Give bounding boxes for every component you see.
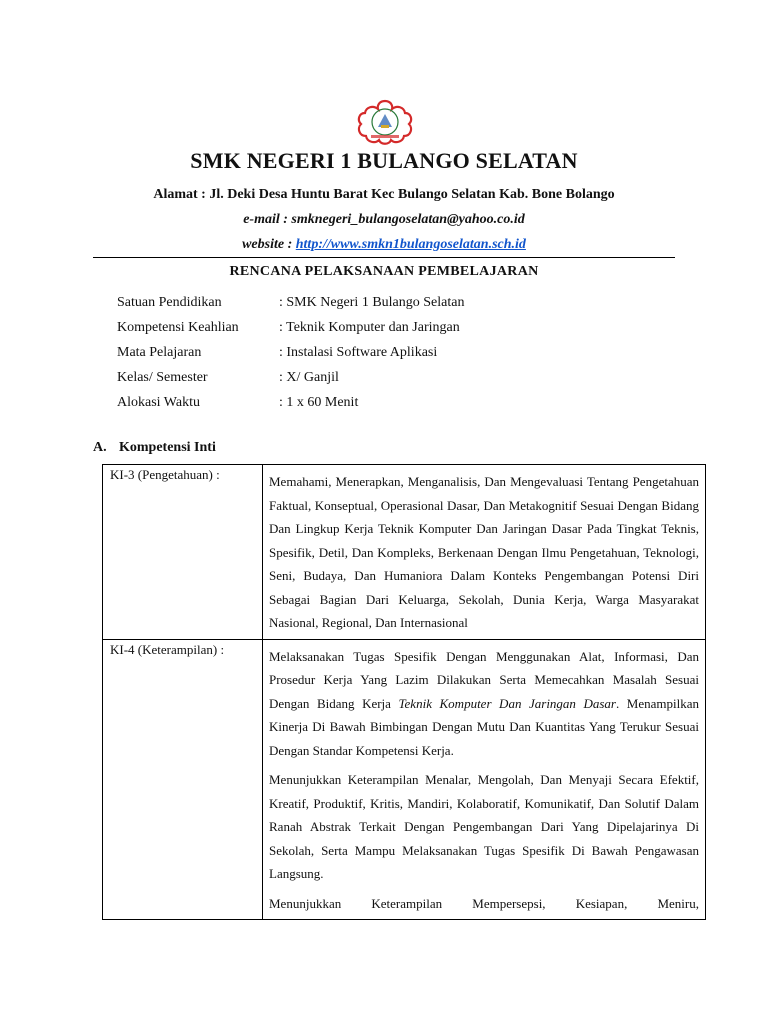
document-title: RENCANA PELAKSANAAN PEMBELAJARAN	[229, 264, 539, 279]
ki4-paragraph-1	[269, 645, 699, 763]
section-a-heading	[93, 440, 216, 456]
identity-list	[117, 290, 464, 415]
identity-value: : X/ Ganjil	[279, 369, 339, 385]
kompetensi-inti-table	[102, 464, 706, 920]
school-name: SMK NEGERI 1 BULANGO SELATAN	[190, 148, 578, 173]
school-address: Alamat : Jl. Deki Desa Huntu Barat Kec Bulango Selatan Kab. Bone Bolango	[153, 187, 615, 202]
identity-row-alokasi	[117, 390, 464, 415]
identity-row-kompetensi	[117, 315, 464, 340]
school-website	[0, 237, 768, 253]
ki4-label: KI-4 (Keterampilan) :	[103, 639, 263, 920]
ki4-paragraph-2: Menunjukkan Keterampilan Menalar, Mengolah, Dan Menyaji Secara Efektif, Kreatif, Produktif, Kritis, Mandiri, Kolaboratif, Komunikatif, Dan Solutif Dalam Ranah Abstrak Terkait Dengan Pengembangan Dari Yang Dipelajarinya Di Sekolah, Serta Mampu Melaksanakan Tugas Spesifik Di Bawah Pengawasan Langsung.	[269, 772, 699, 881]
page-bottom-margin	[0, 928, 768, 1024]
school-email: e-mail : smknegeri_bulangoselatan@yahoo.co.id	[243, 212, 525, 227]
ki4-paragraph-3: Menunjukkan Keterampilan Mempersepsi, Kesiapan, Meniru,	[269, 895, 699, 911]
table-row-ki3	[103, 465, 706, 640]
ki3-description	[263, 465, 706, 640]
header-divider	[93, 257, 675, 258]
ki4-description	[263, 639, 706, 920]
identity-value: : SMK Negeri 1 Bulango Selatan	[279, 294, 465, 310]
table-row-ki4	[103, 639, 706, 920]
website-prefix: website :	[242, 237, 296, 252]
ki4-p1-text: Melaksanakan Tugas Spesifik Dengan Menggunakan Alat, Informasi, Dan Prosedur Kerja Yang Lazim Dilakukan Serta Memecahkan Masalah Sesuai Dengan Bidang Kerja	[269, 648, 699, 711]
identity-label: Kompetensi Keahlian	[117, 319, 239, 335]
section-letter: A.	[93, 440, 107, 455]
ki4-p1-text-after: . Menampilkan Kinerja Di Bawah Bimbingan Dengan Mutu Dan Kuantitas Yang Terukur Sesuai Dengan Standar Kompetensi Kerja.	[269, 695, 699, 758]
identity-value: : Instalasi Software Aplikasi	[279, 344, 438, 360]
identity-value: : 1 x 60 Menit	[279, 394, 359, 410]
identity-value: : Teknik Komputer dan Jaringan	[279, 319, 460, 335]
identity-row-mapel	[117, 340, 464, 365]
section-title-text: Kompetensi Inti	[119, 440, 216, 455]
ki3-text: Memahami, Menerapkan, Menganalisis, Dan Mengevaluasi Tentang Pengetahuan Faktual, Konseptual, Operasional Dasar, Dan Metakognitif Sesuai Dengan Bidang Dan Lingkup Kerja Teknik Komputer Dan Jaringan Dasar Pada Tingkat Teknis, Spesifik, Detil, Dan Kompleks, Berkenaan Dengan Ilmu Pengetahuan, Teknologi, Seni, Budaya, Dan Humaniora Dalam Konteks Pengembangan Potensi Diri Sebagai Bagian Dari Keluarga, Sekolah, Dunia Kerja, Warga Masyarakat Nasional, Regional, Dan Internasional	[269, 474, 699, 630]
website-link[interactable]: http://www.smkn1bulangoselatan.sch.id	[295, 237, 526, 252]
identity-label: Alokasi Waktu	[117, 394, 200, 410]
school-logo	[356, 98, 414, 146]
ki4-p1-italic: Teknik Komputer Dan Jaringan Dasar	[398, 695, 616, 711]
identity-row-satuan	[117, 290, 464, 315]
identity-label: Satuan Pendidikan	[117, 294, 222, 310]
identity-row-kelas	[117, 365, 464, 390]
identity-label: Kelas/ Semester	[117, 369, 208, 385]
identity-label: Mata Pelajaran	[117, 344, 202, 360]
ki3-label: KI-3 (Pengetahuan) :	[103, 465, 263, 640]
